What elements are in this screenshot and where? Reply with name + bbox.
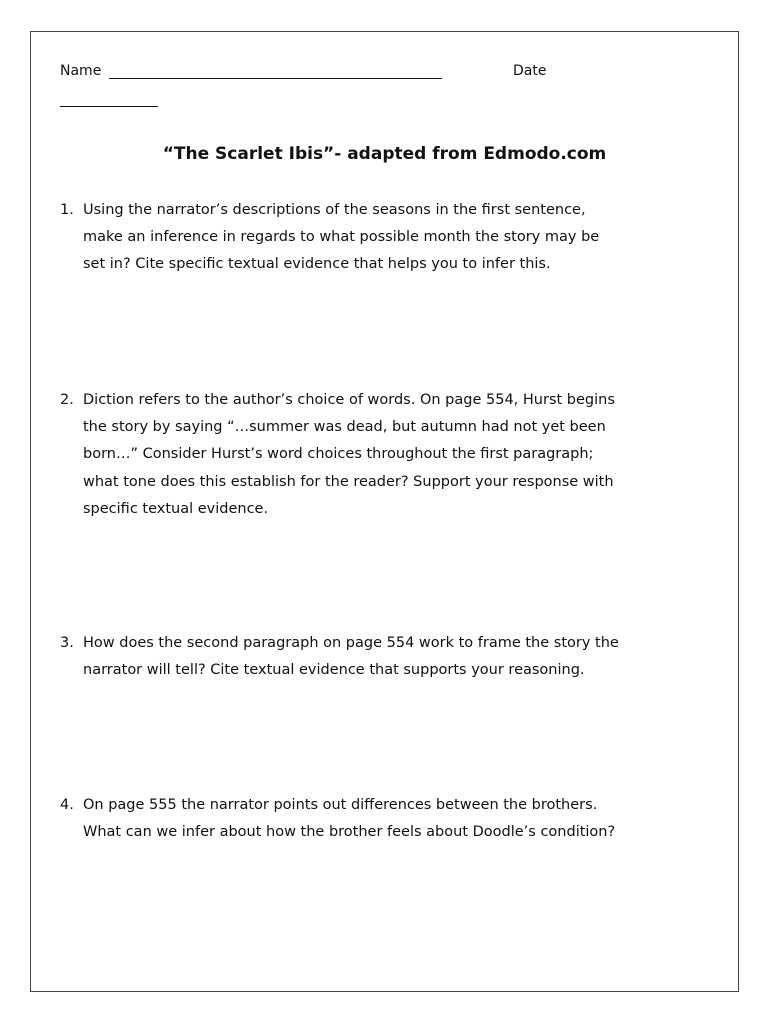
question-text (83, 630, 660, 684)
question-line: What can we infer about how the brother feels about Doodle’s condition? (83, 824, 616, 841)
date-label: Date (513, 63, 547, 79)
question-line: specific textual evidence. (83, 500, 269, 517)
question-number: 1. (60, 202, 74, 218)
question-line: set in? Cite specific textual evidence that helps you to infer this. (83, 256, 551, 273)
name-blank-line (109, 78, 442, 79)
question-text (83, 792, 660, 846)
question-3 (60, 630, 660, 684)
question-number: 4. (60, 797, 74, 813)
question-4 (60, 792, 660, 846)
question-line: born…” Consider Hurst’s word choices throughout the first paragraph; (83, 446, 594, 463)
question-text (83, 197, 660, 279)
date-blank-line (60, 106, 158, 107)
worksheet-title: “The Scarlet Ibis”- adapted from Edmodo.com (162, 144, 607, 164)
question-line: Using the narrator’s descriptions of the seasons in the first sentence, (83, 202, 586, 218)
name-label: Name (60, 63, 102, 79)
question-2 (60, 387, 660, 523)
question-number: 2. (60, 392, 74, 408)
question-line: How does the second paragraph on page 554 work to frame the story the (83, 635, 619, 651)
question-line: narrator will tell? Cite textual evidence that supports your reasoning. (83, 662, 585, 679)
question-line: what tone does this establish for the reader? Support your response with (83, 473, 614, 490)
question-1 (60, 197, 660, 279)
question-line: On page 555 the narrator points out differences between the brothers. (83, 797, 598, 813)
question-line: Diction refers to the author’s choice of words. On page 554, Hurst begins (83, 392, 615, 408)
question-line: the story by saying “…summer was dead, but autumn had not yet been (83, 419, 606, 436)
question-text (83, 387, 660, 523)
question-number: 3. (60, 635, 74, 651)
question-line: make an inference in regards to what possible month the story may be (83, 229, 600, 246)
